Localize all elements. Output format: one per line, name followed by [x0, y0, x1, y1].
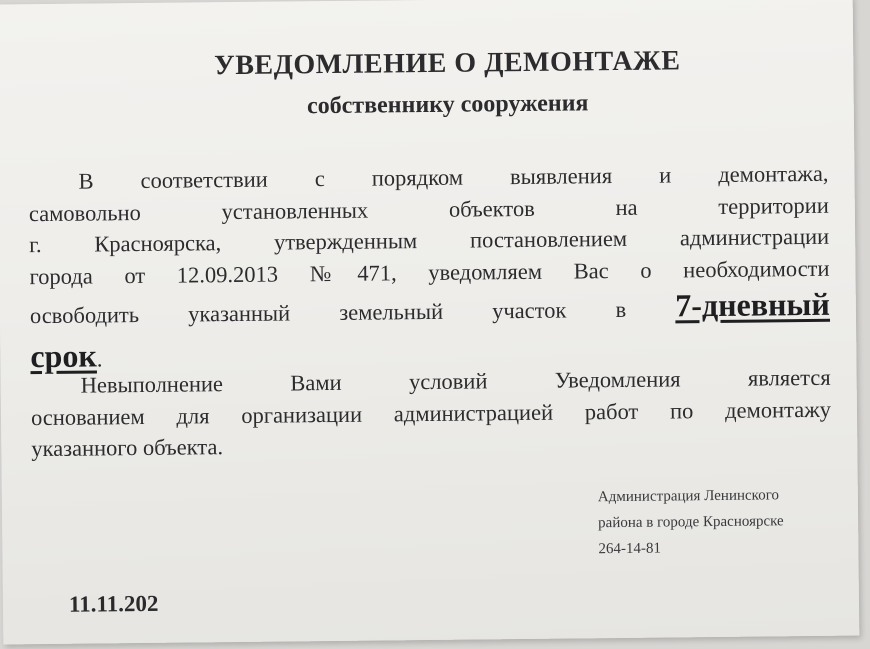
text-line: Невыполнение Вами условий Уведомления является [80, 364, 831, 398]
text-line: В соответствии с порядком выявления и демонтажа, [78, 160, 829, 194]
notice-title: УВЕДОМЛЕНИЕ О ДЕМОНТАЖЕ [214, 45, 681, 82]
sentence-period: . [96, 346, 103, 372]
issuer-phone: 264-14-81 [598, 540, 661, 558]
notice-date: 11.11.202 [68, 590, 159, 617]
paragraph-main [28, 158, 830, 380]
issuer-name-line1: Администрация Ленинского [597, 487, 780, 506]
text-line: самовольно установленных объектов на территории [28, 192, 829, 226]
deadline-emphasis: 7-дневный [675, 285, 831, 324]
deadline-emphasis-term: срок [30, 337, 97, 375]
text-line: г. Красноярска, утвержденным постановлением администрации [29, 223, 830, 258]
text-line: основанием для организации администрацией работ по демонтажу [30, 396, 832, 430]
text-line-content: города от 12.09.2013 №471, уведомляем Вас о необходимости [29, 255, 830, 289]
text-line: указанного объекта. [31, 434, 224, 462]
issuer-name-line2: района в городе Красноярске [598, 513, 784, 532]
issuer-signature-block [598, 482, 784, 562]
text-line-with-deadline [30, 284, 830, 336]
text-line-content: освободить указанный земельный участок в [29, 296, 627, 329]
paragraph-consequence [31, 362, 832, 465]
notice-subtitle: собственнику сооружения [306, 90, 589, 120]
